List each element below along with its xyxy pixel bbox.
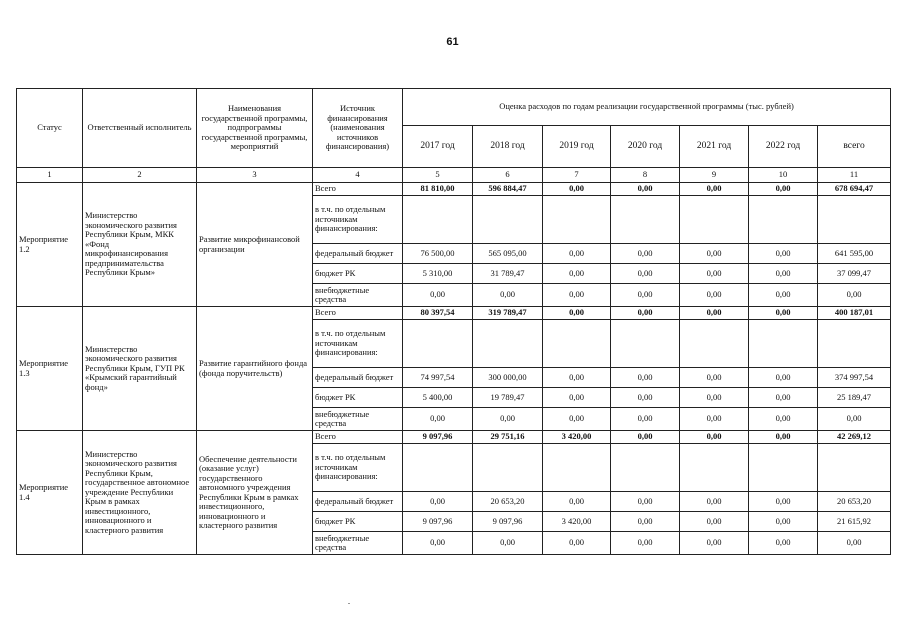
- value-2017: 81 810,00: [403, 183, 473, 196]
- scan-speck: [348, 603, 350, 604]
- value-total: 25 189,47: [818, 388, 891, 408]
- value-2021: 0,00: [680, 284, 749, 307]
- value-2021: 0,00: [680, 532, 749, 555]
- value-2019: 0,00: [543, 408, 611, 431]
- header-year-2022: 2022 год: [749, 126, 818, 168]
- value-total: 42 269,12: [818, 431, 891, 444]
- value-2020: 0,00: [611, 532, 680, 555]
- value-2019: 0,00: [543, 532, 611, 555]
- source-extrabudgetary: внебюджетные средства: [313, 532, 403, 555]
- value-2022: 0,00: [749, 284, 818, 307]
- measure-executor: Министерство экономического развития Республики Крым, государственное автономное учреждение Республики Крым в рамках инвестиционного, инновационного и кластерного развития: [83, 431, 197, 555]
- value-2019: 0,00: [543, 264, 611, 284]
- value-2020: [611, 196, 680, 244]
- value-2017: 80 397,54: [403, 307, 473, 320]
- value-2019: 3 420,00: [543, 512, 611, 532]
- header-estimate: Оценка расходов по годам реализации государственной программы (тыс. рублей): [403, 89, 891, 126]
- table-row: [17, 431, 891, 444]
- value-total: 37 099,47: [818, 264, 891, 284]
- value-2017: [403, 320, 473, 368]
- header-year-2020: 2020 год: [611, 126, 680, 168]
- value-2017: [403, 444, 473, 492]
- value-2018: 596 884,47: [473, 183, 543, 196]
- value-2021: 0,00: [680, 244, 749, 264]
- column-number: 10: [749, 168, 818, 183]
- source-federal-budget: федеральный бюджет: [313, 368, 403, 388]
- value-total: 0,00: [818, 284, 891, 307]
- value-total: 20 653,20: [818, 492, 891, 512]
- value-2021: [680, 196, 749, 244]
- source-breakdown: в т.ч. по отдельным источникам финансирования:: [313, 320, 403, 368]
- value-2019: 0,00: [543, 492, 611, 512]
- value-total: 0,00: [818, 408, 891, 431]
- value-2019: [543, 320, 611, 368]
- value-2022: 0,00: [749, 307, 818, 320]
- measure-executor: Министерство экономического развития Республики Крым, ГУП РК «Крымский гарантийный фонд»: [83, 307, 197, 431]
- value-2020: 0,00: [611, 368, 680, 388]
- value-2019: 3 420,00: [543, 431, 611, 444]
- value-total: 641 595,00: [818, 244, 891, 264]
- header-program-name: Наименования государственной программы, подпрограммы государственной программы, мероприятий: [197, 89, 313, 168]
- value-2022: 0,00: [749, 244, 818, 264]
- value-2022: 0,00: [749, 264, 818, 284]
- column-number: 4: [313, 168, 403, 183]
- value-2017: [403, 196, 473, 244]
- source-breakdown: в т.ч. по отдельным источникам финансирования:: [313, 196, 403, 244]
- value-2020: 0,00: [611, 284, 680, 307]
- value-2018: 300 000,00: [473, 368, 543, 388]
- value-2020: 0,00: [611, 388, 680, 408]
- value-total: [818, 196, 891, 244]
- value-2021: 0,00: [680, 264, 749, 284]
- value-2021: 0,00: [680, 307, 749, 320]
- column-number: 3: [197, 168, 313, 183]
- measure-status: Мероприятие 1.4: [17, 431, 83, 555]
- value-2022: 0,00: [749, 492, 818, 512]
- value-2019: 0,00: [543, 183, 611, 196]
- value-2021: [680, 320, 749, 368]
- value-2019: [543, 444, 611, 492]
- value-2018: 9 097,96: [473, 512, 543, 532]
- value-2017: 74 997,54: [403, 368, 473, 388]
- column-number: 1: [17, 168, 83, 183]
- value-2017: 9 097,96: [403, 512, 473, 532]
- value-2020: 0,00: [611, 244, 680, 264]
- value-2017: 0,00: [403, 532, 473, 555]
- header-total: всего: [818, 126, 891, 168]
- value-2020: 0,00: [611, 512, 680, 532]
- value-2018: [473, 444, 543, 492]
- value-2017: 5 310,00: [403, 264, 473, 284]
- value-total: [818, 444, 891, 492]
- value-2022: [749, 444, 818, 492]
- source-extrabudgetary: внебюджетные средства: [313, 284, 403, 307]
- source-total: Всего: [313, 431, 403, 444]
- value-total: 400 187,01: [818, 307, 891, 320]
- value-2022: 0,00: [749, 532, 818, 555]
- column-number: 2: [83, 168, 197, 183]
- value-2021: 0,00: [680, 183, 749, 196]
- column-number: 8: [611, 168, 680, 183]
- value-2018: 20 653,20: [473, 492, 543, 512]
- budget-table: [16, 88, 891, 555]
- header-year-2017: 2017 год: [403, 126, 473, 168]
- value-2019: 0,00: [543, 307, 611, 320]
- source-total: Всего: [313, 183, 403, 196]
- value-2017: 0,00: [403, 408, 473, 431]
- column-number: 9: [680, 168, 749, 183]
- header-status: Статус: [17, 89, 83, 168]
- value-2017: 5 400,00: [403, 388, 473, 408]
- value-2018: 0,00: [473, 532, 543, 555]
- value-2019: 0,00: [543, 388, 611, 408]
- value-2018: 29 751,16: [473, 431, 543, 444]
- value-2018: [473, 320, 543, 368]
- value-2021: 0,00: [680, 388, 749, 408]
- value-2018: 319 789,47: [473, 307, 543, 320]
- value-2021: 0,00: [680, 492, 749, 512]
- value-2020: [611, 444, 680, 492]
- source-total: Всего: [313, 307, 403, 320]
- value-2017: 76 500,00: [403, 244, 473, 264]
- column-number: 6: [473, 168, 543, 183]
- value-2018: 0,00: [473, 284, 543, 307]
- measure-status: Мероприятие 1.3: [17, 307, 83, 431]
- value-2018: 19 789,47: [473, 388, 543, 408]
- source-federal-budget: федеральный бюджет: [313, 244, 403, 264]
- value-2021: [680, 444, 749, 492]
- source-breakdown: в т.ч. по отдельным источникам финансирования:: [313, 444, 403, 492]
- value-2022: 0,00: [749, 183, 818, 196]
- source-extrabudgetary: внебюджетные средства: [313, 408, 403, 431]
- column-number: 7: [543, 168, 611, 183]
- value-2020: [611, 320, 680, 368]
- value-2018: [473, 196, 543, 244]
- value-2021: 0,00: [680, 512, 749, 532]
- measure-name: Развитие микрофинансовой организации: [197, 183, 313, 307]
- value-2018: 0,00: [473, 408, 543, 431]
- header-year-2018: 2018 год: [473, 126, 543, 168]
- measure-name: Развитие гарантийного фонда (фонда поручительств): [197, 307, 313, 431]
- value-2022: 0,00: [749, 368, 818, 388]
- column-number: 5: [403, 168, 473, 183]
- measure-name: Обеспечение деятельности (оказание услуг) государственного автономного учреждения Республики Крым в рамках инвестиционного, инновационного и кластерного развития: [197, 431, 313, 555]
- value-total: 0,00: [818, 532, 891, 555]
- value-2020: 0,00: [611, 264, 680, 284]
- value-2018: 565 095,00: [473, 244, 543, 264]
- measure-status: Мероприятие 1.2: [17, 183, 83, 307]
- table-row: [17, 307, 891, 320]
- value-2020: 0,00: [611, 431, 680, 444]
- source-federal-budget: федеральный бюджет: [313, 492, 403, 512]
- column-number: 11: [818, 168, 891, 183]
- value-2021: 0,00: [680, 408, 749, 431]
- header-year-2019: 2019 год: [543, 126, 611, 168]
- value-2019: [543, 196, 611, 244]
- value-2022: 0,00: [749, 408, 818, 431]
- value-2020: 0,00: [611, 492, 680, 512]
- value-2022: 0,00: [749, 388, 818, 408]
- value-total: 21 615,92: [818, 512, 891, 532]
- header-source: Источник финансирования (наименования источников финансирования): [313, 89, 403, 168]
- value-2022: 0,00: [749, 512, 818, 532]
- value-2019: 0,00: [543, 368, 611, 388]
- value-2017: 0,00: [403, 284, 473, 307]
- value-2019: 0,00: [543, 244, 611, 264]
- column-numbers-row: [17, 168, 891, 183]
- value-2022: [749, 320, 818, 368]
- value-2020: 0,00: [611, 408, 680, 431]
- value-total: [818, 320, 891, 368]
- value-2020: 0,00: [611, 307, 680, 320]
- value-2019: 0,00: [543, 284, 611, 307]
- value-2020: 0,00: [611, 183, 680, 196]
- source-regional-budget: бюджет РК: [313, 388, 403, 408]
- value-2022: 0,00: [749, 431, 818, 444]
- value-2021: 0,00: [680, 368, 749, 388]
- value-2022: [749, 196, 818, 244]
- value-2017: 0,00: [403, 492, 473, 512]
- page-number: 61: [446, 36, 459, 48]
- header-year-2021: 2021 год: [680, 126, 749, 168]
- table-row: [17, 183, 891, 196]
- source-regional-budget: бюджет РК: [313, 264, 403, 284]
- value-2017: 9 097,96: [403, 431, 473, 444]
- value-2018: 31 789,47: [473, 264, 543, 284]
- value-total: 678 694,47: [818, 183, 891, 196]
- value-total: 374 997,54: [818, 368, 891, 388]
- source-regional-budget: бюджет РК: [313, 512, 403, 532]
- measure-executor: Министерство экономического развития Республики Крым, МКК «Фонд микрофинансирования предпринимательства Республики Крым»: [83, 183, 197, 307]
- value-2021: 0,00: [680, 431, 749, 444]
- header-executor: Ответственный исполнитель: [83, 89, 197, 168]
